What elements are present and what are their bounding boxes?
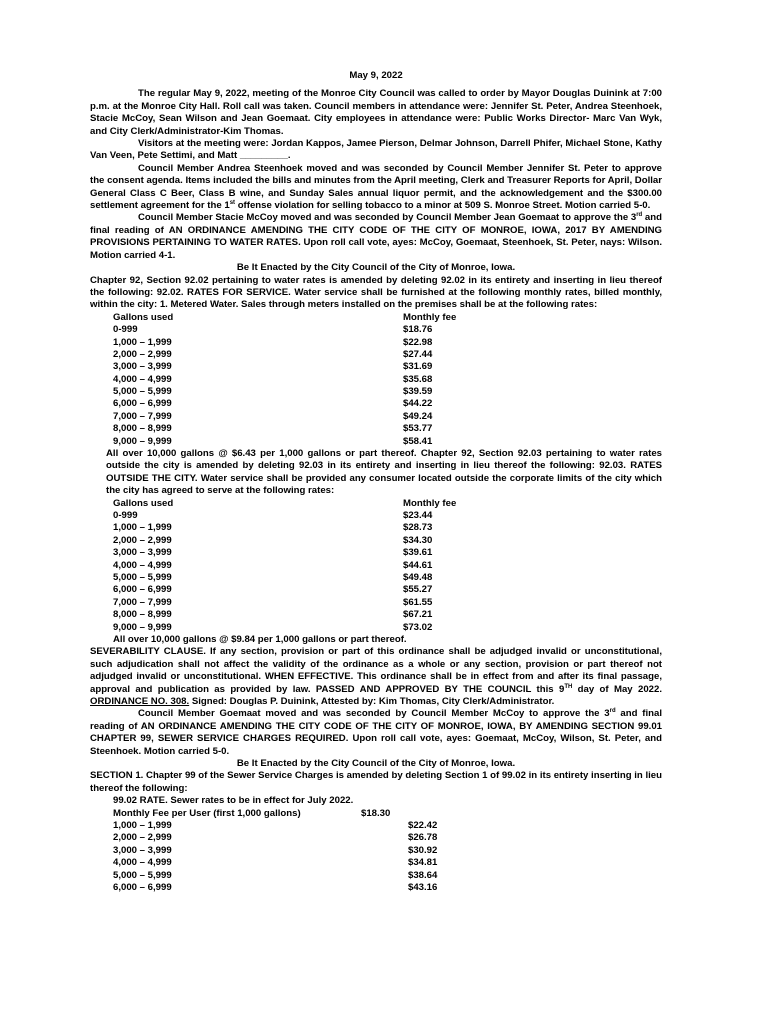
monthly-fee: $23.44	[403, 510, 433, 522]
table-row	[90, 572, 662, 584]
monthly-fee: $26.78	[408, 832, 438, 844]
monthly-fee: $53.77	[403, 423, 433, 435]
ordinance-number: ORDINANCE NO. 308.	[90, 695, 190, 707]
gallons-range: 2,000 – 2,999	[113, 348, 172, 360]
gallons-range: 3,000 – 3,999	[113, 547, 172, 559]
consent-superscript: st	[229, 199, 236, 206]
table-row	[90, 337, 662, 349]
gallons-range: 1,000 – 1,999	[113, 522, 172, 534]
table-row	[90, 386, 662, 398]
gallons-range: 9,000 – 9,999	[113, 621, 172, 633]
water-motion-text-b: and final reading of AN ORDINANCE AMENDING THE CITY CODE OF THE CITY OF MONROE, IOWA, 2017 BY AMENDING PROVISIONS PERTAINING TO WATER RATES. Upon roll call vote, ayes: McCoy, Goemaat, Steenhoek, St. Peter, nays: Wilson. Motion carried 4-1.	[90, 212, 662, 261]
table-row	[90, 349, 662, 361]
table-row	[90, 411, 662, 423]
gallons-range: 3,000 – 3,999	[113, 361, 172, 373]
gallons-range: 5,000 – 5,999	[113, 386, 172, 398]
table-row	[90, 832, 662, 844]
sewer-rates-table	[90, 820, 662, 894]
column-header-fee: Monthly fee	[403, 497, 457, 509]
severability-text-c: Signed: Douglas P. Duinink, Attested by: Kim Thomas, City Clerk/Administrator.	[189, 695, 555, 707]
monthly-fee: $61.55	[403, 596, 433, 608]
monthly-fee: $58.41	[403, 435, 433, 447]
gallons-range: 6,000 – 6,999	[113, 881, 172, 893]
gallons-range: 0-999	[113, 324, 138, 336]
water-rates-outside-table	[90, 498, 662, 634]
column-header-gallons: Gallons used	[113, 497, 174, 509]
table-row	[90, 882, 662, 894]
table-row	[90, 535, 662, 547]
severability-paragraph	[90, 646, 662, 708]
table-row	[90, 845, 662, 857]
gallons-range: 6,000 – 6,999	[113, 398, 172, 410]
table-row	[90, 522, 662, 534]
monthly-fee: $22.42	[408, 820, 438, 832]
table-row	[90, 597, 662, 609]
monthly-fee: $27.44	[403, 348, 433, 360]
table-row	[90, 361, 662, 373]
gallons-range: 2,000 – 2,999	[113, 534, 172, 546]
meeting-date: May 9, 2022	[349, 70, 403, 81]
gallons-range: 8,000 – 8,999	[113, 609, 172, 621]
gallons-range: 7,000 – 7,999	[113, 410, 172, 422]
water-outside-over-10000: All over 10,000 gallons @ $9.84 per 1,000 gallons or part thereof.	[113, 633, 407, 645]
column-header-gallons: Gallons used	[113, 311, 174, 323]
monthly-fee: $55.27	[403, 584, 433, 596]
sewer-base-fee-row	[90, 808, 662, 820]
monthly-fee: $49.48	[403, 571, 433, 583]
gallons-range: 3,000 – 3,999	[113, 844, 172, 856]
enacted-statement-water: Be It Enacted by the City Council of the City of Monroe, Iowa.	[236, 262, 516, 274]
gallons-range: 4,000 – 4,999	[113, 559, 172, 571]
table-row	[90, 560, 662, 572]
consent-text-a: Council Member Andrea Steenhoek moved and was seconded by Council Member Jennifer St. Peter to approve the consent agenda. Items included the bills and minutes from the April meeting, Clerk and Treasurer Reports for April, Dollar General Class C Beer, Class B wine, and Sunday Sales annual liquor permit, and the acknowledgement and the $300.00 settlement agreement for the 1	[90, 162, 662, 212]
monthly-fee: $34.81	[408, 857, 438, 869]
enacted-statement-sewer: Be It Enacted by the City Council of the City of Monroe, Iowa.	[236, 758, 516, 769]
monthly-fee: $73.02	[403, 621, 433, 633]
gallons-range: 2,000 – 2,999	[113, 832, 172, 844]
sewer-motion-text-a: Council Member Goemaat moved and was seconded by Council Member McCoy to approve the 3	[138, 708, 610, 720]
sewer-motion-superscript: rd	[609, 708, 616, 715]
sewer-motion-paragraph	[90, 708, 662, 758]
gallons-range: 4,000 – 4,999	[113, 857, 172, 869]
sewer-motion-text-b: and final reading of AN ORDINANCE AMENDING THE CITY CODE OF THE CITY OF MONROE, IOWA, BY AMENDING SECTION 99.01 CHAPTER 99, SEWER SERVICE CHARGES REQUIRED. Upon roll call vote, ayes: Goemaat, McCoy, Wilson, St. Peter, and Steenhoek. Motion carried 5-0.	[90, 708, 662, 757]
severability-superscript: TH	[564, 683, 573, 690]
gallons-range: 5,000 – 5,999	[113, 571, 172, 583]
document-page	[90, 70, 662, 894]
table-header-row	[90, 312, 662, 324]
table-row	[90, 510, 662, 522]
monthly-fee: $39.59	[403, 386, 433, 398]
water-motion-paragraph	[90, 212, 662, 262]
table-row	[90, 423, 662, 435]
table-row	[90, 374, 662, 386]
table-row	[90, 609, 662, 621]
sewer-base-fee-label: Monthly Fee per User (first 1,000 gallons)	[113, 807, 301, 819]
call-to-order-paragraph: The regular May 9, 2022, meeting of the Monroe City Council was called to order by Mayor Douglas Duinink at 7:00 p.m. at the Monroe City Hall. Roll call was taken. Council members in attendance were: Jennifer St. Peter, Andrea Steenhoek, Stacie McCoy, Sean Wilson and Jean Goemaat. City employees in attendance were: Public Works Director- Marc Van Wyk, and City Clerk/Administrator-Kim Thomas.	[90, 88, 662, 137]
monthly-fee: $39.61	[403, 547, 433, 559]
monthly-fee: $44.61	[403, 559, 433, 571]
monthly-fee: $67.21	[403, 609, 433, 621]
consent-text-b: offense violation for selling tobacco to a minor at 509 S. Monroe Street. Motion carried 5-0.	[235, 200, 651, 212]
water-over-10000-paragraph: All over 10,000 gallons @ $6.43 per 1,000 gallons or part thereof. Chapter 92, Section 92.03 pertaining to water rates outside the city is amended by deleting 92.03 in its entirety and inserting in lieu thereof the following: 92.03. RATES OUTSIDE THE CITY. Water service shall be provided any consumer located outside the corporate limits of the city which the city has agreed to serve at the following rates:	[106, 448, 662, 497]
gallons-range: 1,000 – 1,999	[113, 820, 172, 832]
sewer-base-fee-value: $18.30	[361, 807, 391, 819]
column-header-fee: Monthly fee	[403, 311, 457, 323]
table-row	[90, 324, 662, 336]
table-row	[90, 398, 662, 410]
monthly-fee: $30.92	[408, 844, 438, 856]
water-motion-text-a: Council Member Stacie McCoy moved and was seconded by Council Member Jean Goemaat to approve the 3	[138, 212, 637, 224]
water-motion-superscript: rd	[636, 212, 643, 219]
visitors-paragraph: Visitors at the meeting were: Jordan Kappos, Jamee Pierson, Delmar Johnson, Darrell Phifer, Michael Stone, Kathy Van Veen, Pete Settimi, and Matt _________.	[90, 138, 662, 162]
gallons-range: 6,000 – 6,999	[113, 584, 172, 596]
severability-text-a: SEVERABILITY CLAUSE. If any section, provision or part of this ordinance shall be adjudged invalid or unconstitutional, such adjudication shall not affect the validity of the ordinance as a whole or any section, provision or part thereof not adjudged invalid or unconstitutional. WHEN EFFECTIVE. This ordinance shall be in effect from and after its final passage, approval and publication as provided by law. PASSED AND APPROVED BY THE COUNCIL this 9	[90, 646, 662, 695]
gallons-range: 4,000 – 4,999	[113, 373, 172, 385]
monthly-fee: $22.98	[403, 336, 433, 348]
table-row	[90, 547, 662, 559]
gallons-range: 5,000 – 5,999	[113, 869, 172, 881]
gallons-range: 0-999	[113, 510, 138, 522]
table-row	[90, 622, 662, 634]
table-row	[90, 820, 662, 832]
monthly-fee: $18.76	[403, 324, 433, 336]
chapter-92-paragraph: Chapter 92, Section 92.02 pertaining to water rates is amended by deleting 92.02 in its entirety and inserting in lieu thereof the following: 92.02. RATES FOR SERVICE. Water service shall be furnished at the following monthly rates, billed monthly, within the city: 1. Metered Water. Sales through meters installed on the premises shall be at the following rates:	[90, 274, 662, 311]
monthly-fee: $49.24	[403, 410, 433, 422]
table-row	[90, 857, 662, 869]
section-1-paragraph: SECTION 1. Chapter 99 of the Sewer Service Charges is amended by deleting Section 1 of 99.02 in its entirety inserting in lieu thereof the following:	[90, 770, 662, 794]
water-rates-inside-table	[90, 312, 662, 448]
monthly-fee: $38.64	[408, 869, 438, 881]
table-row	[90, 870, 662, 882]
gallons-range: 1,000 – 1,999	[113, 336, 172, 348]
gallons-range: 7,000 – 7,999	[113, 596, 172, 608]
sewer-rate-heading: 99.02 RATE. Sewer rates to be in effect for July 2022.	[113, 795, 354, 807]
monthly-fee: $28.73	[403, 522, 433, 534]
monthly-fee: $31.69	[403, 361, 433, 373]
monthly-fee: $34.30	[403, 534, 433, 546]
table-row	[90, 436, 662, 448]
gallons-range: 9,000 – 9,999	[113, 435, 172, 447]
monthly-fee: $43.16	[408, 881, 438, 893]
table-row	[90, 584, 662, 596]
gallons-range: 8,000 – 8,999	[113, 423, 172, 435]
monthly-fee: $35.68	[403, 373, 433, 385]
consent-agenda-paragraph	[90, 163, 662, 213]
table-header-row	[90, 498, 662, 510]
severability-text-b: day of May 2022.	[572, 683, 663, 695]
monthly-fee: $44.22	[403, 398, 433, 410]
